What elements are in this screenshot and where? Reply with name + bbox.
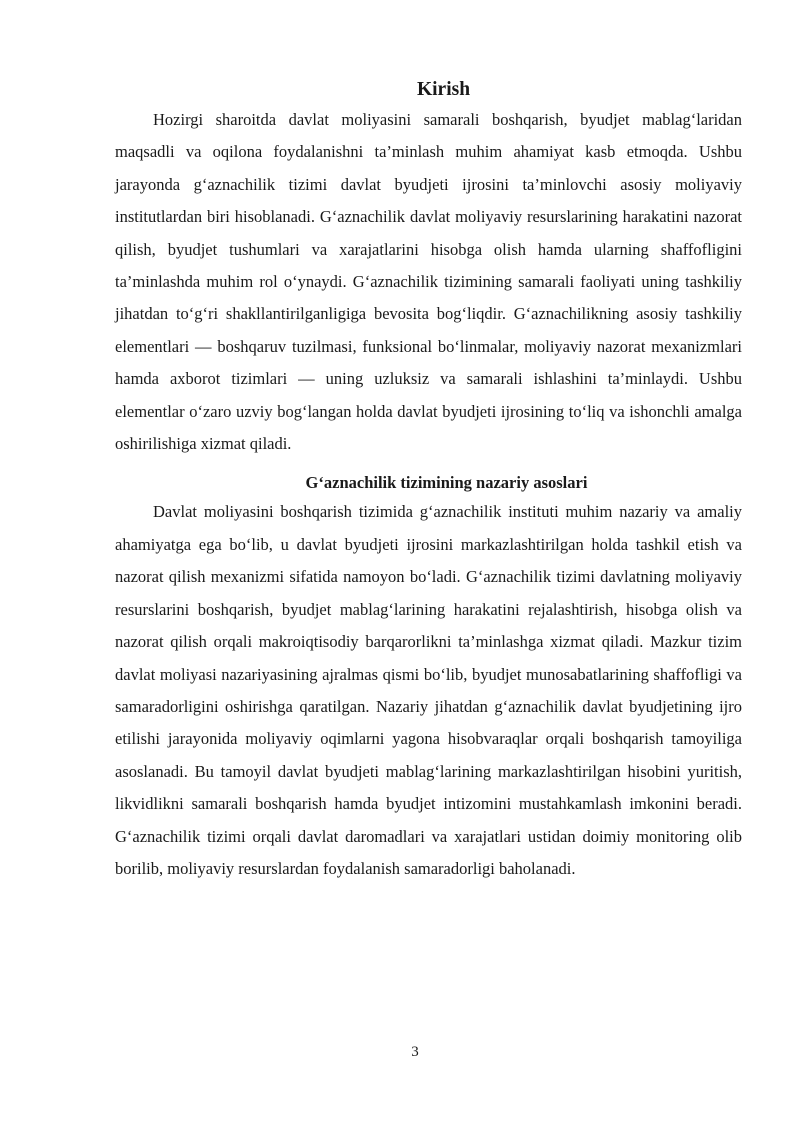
heading-theoretical-foundations: G‘aznachilik tizimining nazariy asoslari <box>305 473 588 493</box>
page-number: 3 <box>411 1044 419 1060</box>
intro-paragraph: Hozirgi sharoitda davlat moliyasini samarali boshqarish, byudjet mablag‘laridan maqsadli va oqilona foydalanishni ta’minlash muhim ahamiyat kasb etmoqda. Ushbu jarayonda g‘aznachilik tizimi davlat byudjeti ijrosini ta’minlovchi asosiy moliyaviy institutlardan biri hisoblanadi. G‘aznachilik davlat moliyaviy resurslarining harakatini nazorat qilish, byudjet tushumlari va xarajatlarini hisobga olish hamda ularning shaffofligini ta’minlashda muhim rol o‘ynaydi. G‘aznachilik tizimining samarali faoliyati uning tashkiliy jihatdan to‘g‘ri shakllantirilganligiga bevosita bog‘liqdir. G‘aznachilikning asosiy tashkiliy elementlari — boshqaruv tuzilmasi, funksional bo‘linmalar, moliyaviy nazorat mexanizmlari hamda axborot tizimlari — uning uzluksiz va samarali ishlashini ta’minlaydi. Ushbu elementlar o‘zaro uzviy bog‘langan holda davlat byudjeti ijrosining to‘liq va ishonchli amalga oshirilishiga xizmat qiladi. <box>115 110 742 454</box>
heading-kirish: Kirish <box>416 79 471 100</box>
theory-paragraph: Davlat moliyasini boshqarish tizimida g‘aznachilik instituti muhim nazariy va amaliy ahamiyatga ega bo‘lib, u davlat byudjeti ijrosini markazlashtirilgan holda tashkil etish va nazorat qilish mexanizmi sifatida namoyon bo‘ladi. G‘aznachilik tizimi davlatning moliyaviy resurslarini boshqarish, byudjet mablag‘larining harakatini rejalashtirish, hisobga olish va nazorat qilish orqali makroiqtisodiy barqarorlikni ta’minlashga xizmat qiladi. Mazkur tizim davlat moliyasi nazariyasining ajralmas qismi bo‘lib, byudjet munosabatlarining shaffofligi va samaradorligini oshirishga qaratilgan. Nazariy jihatdan g‘aznachilik davlat byudjetining ijro etilishi jarayonida moliyaviy oqimlarni yagona hisobvaraqlar orqali boshqarish tamoyiliga asoslanadi. Bu tamoyil davlat byudjeti mablag‘larining markazlashtirilgan hisobini yuritish, likvidlikni samarali boshqarish hamda byudjet intizomini mustahkamlash imkonini beradi. G‘aznachilik tizimi orqali davlat daromadlari va xarajatlari ustidan doimiy monitoring olib borilib, moliyaviy resurslardan foydalanish samaradorligi baholanadi. <box>115 502 742 878</box>
page-content <box>115 76 742 885</box>
section-heading-wrapper <box>115 470 742 496</box>
